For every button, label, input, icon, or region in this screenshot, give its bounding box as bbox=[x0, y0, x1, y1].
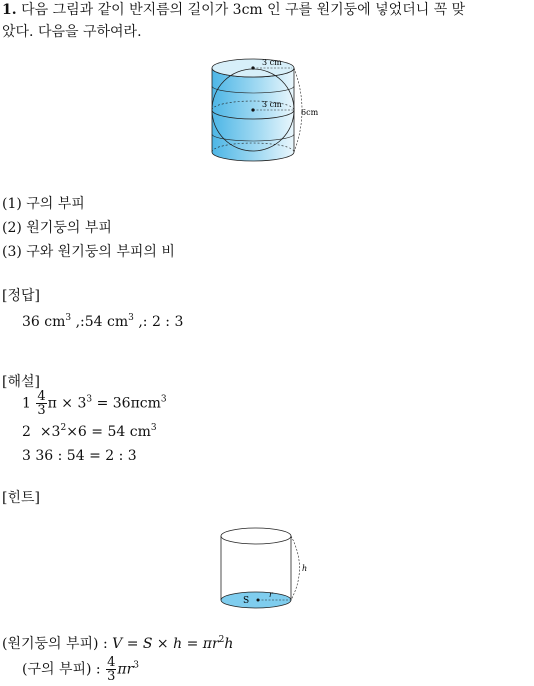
solution-step-1: 1 $\frac{4}{3}$ $\pi \times 3^3 = 36\pi cm^3$ bbox=[22, 389, 167, 418]
cylinder-figure bbox=[218, 524, 318, 612]
problem-number: 1. bbox=[2, 2, 17, 18]
problem-text-2: 았다. 다음을 구하여라. bbox=[2, 24, 142, 40]
question-1: (1) 구의 부피 bbox=[2, 196, 85, 212]
answer-heading: [정답] bbox=[2, 288, 40, 304]
solution-heading: [해설] bbox=[2, 374, 40, 390]
sphere-in-cylinder-figure bbox=[206, 52, 330, 172]
problem-line-1 bbox=[2, 0, 465, 20]
question-2: (2) 원기둥의 부피 bbox=[2, 220, 112, 236]
fig2-base-label: S bbox=[243, 596, 250, 606]
question-3: (3) 구와 원기둥의 부피의 비 bbox=[2, 244, 175, 260]
fig2-height-label: h bbox=[302, 564, 308, 573]
fig1-height-label: 6cm bbox=[301, 108, 319, 117]
hint-formula-sphere: (구의 부피) : $\frac{4}{3}$ $\pi r^3$ bbox=[22, 655, 140, 684]
answer-3-value: ,: 2 : 3 bbox=[133, 314, 184, 330]
answer-1-value: 36 cm bbox=[22, 314, 66, 330]
fig1-top-radius-label: 3 cm bbox=[262, 58, 282, 67]
answer-line: 36 $cm^3$ ,:54 $cm^3$ ,: 2 : 3 bbox=[22, 313, 184, 330]
solution-step-2: $2 \times 3^2\times 6 = 54$ $cm^3$ bbox=[22, 423, 157, 440]
fig1-mid-radius-label: 3 cm bbox=[262, 100, 282, 109]
answer-2-value: 54 cm bbox=[84, 314, 129, 330]
hint-formula-cylinder: (원기둥의 부피) : $V = S \times h = \pi r^2h$ bbox=[2, 635, 234, 652]
hint-heading: [힌트] bbox=[2, 490, 40, 506]
problem-line-2 bbox=[2, 22, 142, 42]
problem-text-1: 다음 그림과 같이 반지름의 길이가 3cm 인 구를 원기둥에 넣었더니 꼭 맞 bbox=[21, 2, 466, 18]
solution-step-3: 3 36 : 54 = 2 : 3 bbox=[22, 448, 137, 464]
fig2-radius-label: r bbox=[269, 590, 273, 599]
fraction-4-3: $\frac{4}{3}$ bbox=[37, 389, 46, 418]
